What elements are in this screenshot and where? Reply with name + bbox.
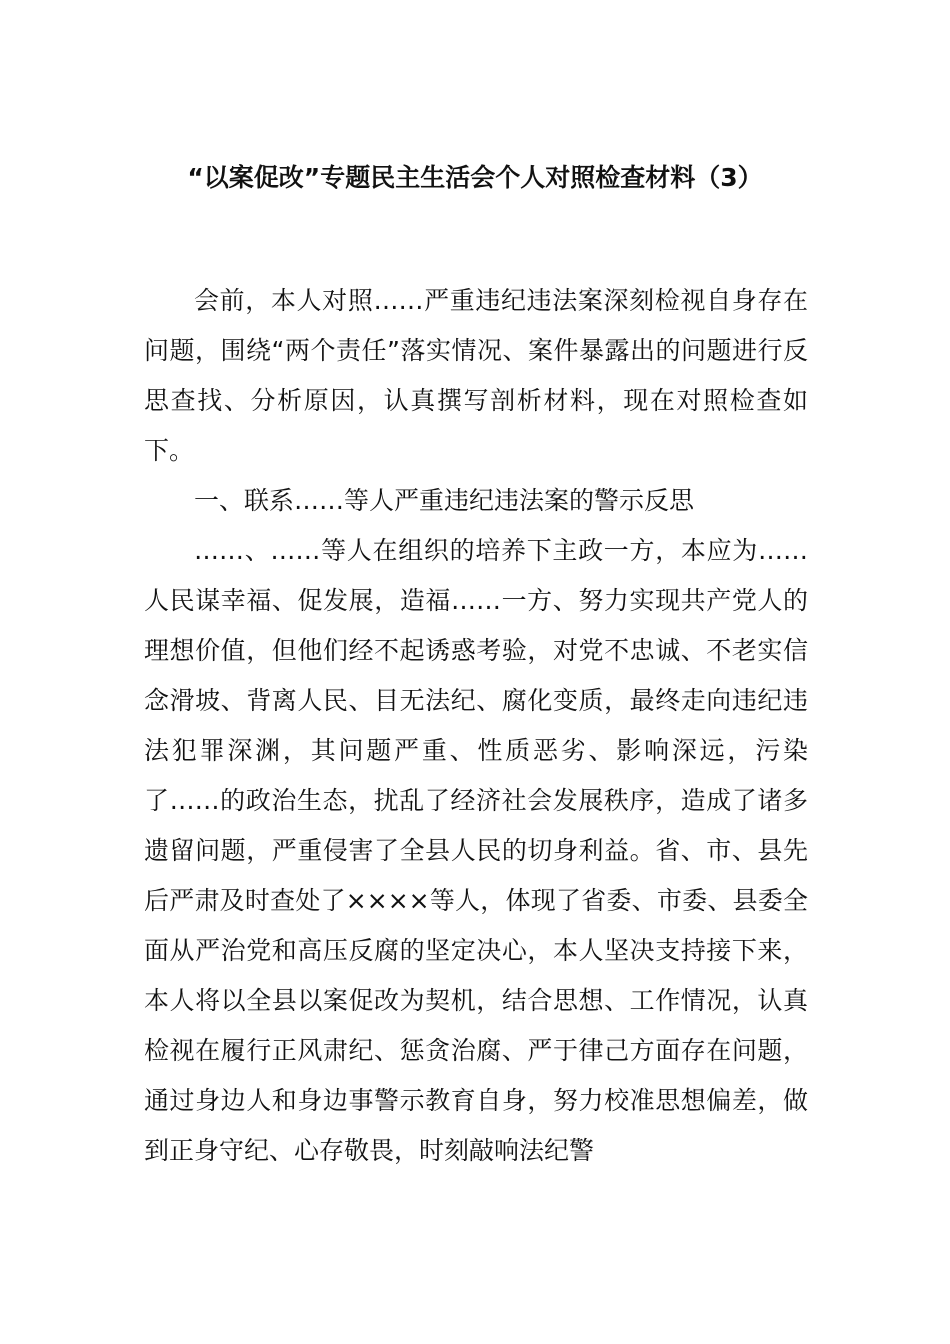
section-heading-1: 一、联系……等人严重违纪违法案的警示反思	[194, 486, 695, 515]
paragraph-intro: 会前，本人对照……严重违纪违法案深刻检视自身存在问题，围绕“两个责任”落实情况、案件暴露出的问题进行反思查找、分析原因，认真撰写剖析材料，现在对照检查如下。	[144, 286, 808, 465]
paragraph-reflection: ……、……等人在组织的培养下主政一方，本应为……人民谋幸福、促发展，造福……一方、努力实现共产党人的理想价值，但他们经不起诱惑考验，对党不忠诚、不老实信念滑坡、背离人民、目无法纪、腐化变质，最终走向违纪违法犯罪深渊，其问题严重、性质恶劣、影响深远，污染了……的政治生态，扰乱了经济社会发展秩序，造成了诸多遗留问题，严重侵害了全县人民的切身利益。省、市、县先后严肃及时查处了××××等人，体现了省委、市委、县委全面从严治党和高压反腐的坚定决心，本人坚决支持接下来，本人将以全县以案促改为契机，结合思想、工作情况，认真检视在履行正风肃纪、惩贪治腐、严于律己方面存在问题，通过身边人和身边事警示教育自身，努力校准思想偏差，做到正身守纪、心存敬畏，时刻敲响法纪警	[144, 536, 808, 1165]
document-title: “以案促改”专题民主生活会个人对照检查材料（3）	[187, 163, 763, 192]
document-body	[144, 276, 808, 1176]
